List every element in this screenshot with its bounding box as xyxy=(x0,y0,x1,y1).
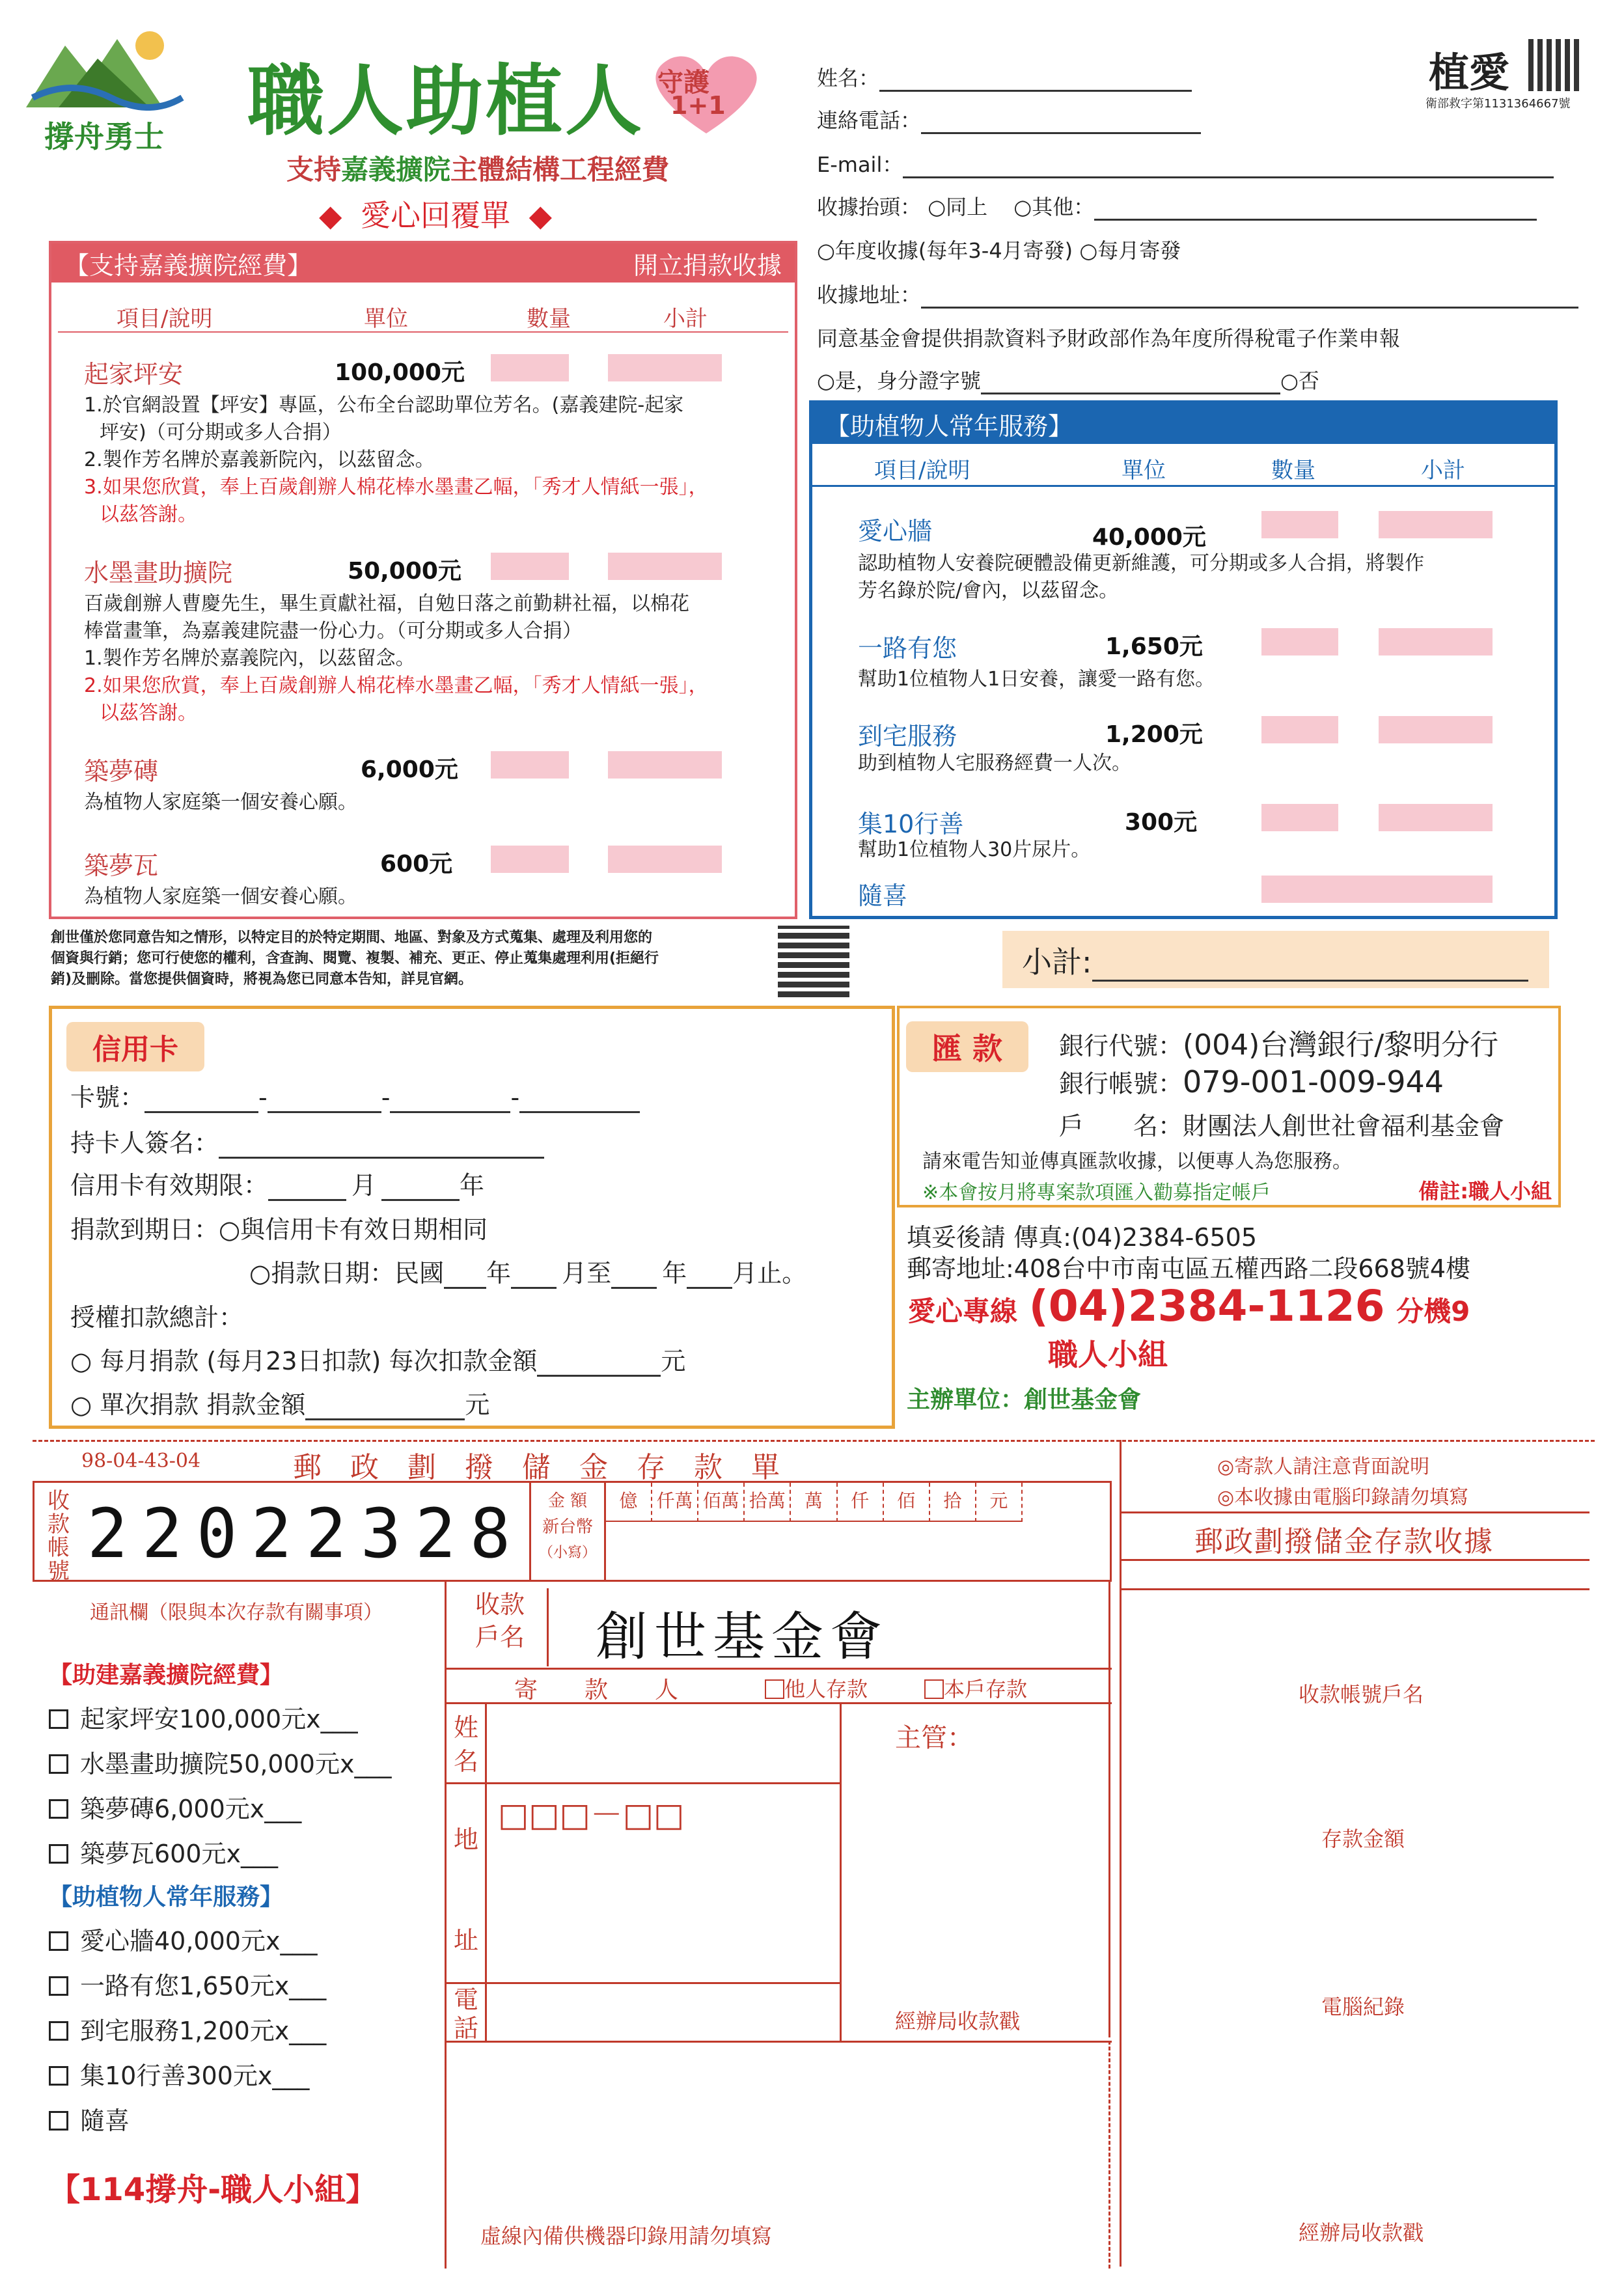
sender-phone-label: 電話 xyxy=(454,1985,479,2043)
campaign-label: 【114撐舟-職人小組】 xyxy=(49,2172,378,2208)
postal-account-label: 收款帳號 xyxy=(48,1488,70,1584)
credit-card-section xyxy=(49,1006,895,1429)
hotline: 愛心專線 (04)2384-1126 分機9 xyxy=(908,1281,1470,1331)
badge-heart: 守護 1+1 xyxy=(644,52,768,137)
name-field[interactable]: 姓名： xyxy=(817,62,1192,92)
digit-unit: 億 xyxy=(606,1483,652,1522)
receipt-same-radio[interactable]: ○同上 xyxy=(928,195,988,219)
email-field[interactable]: E-mail： xyxy=(817,148,1554,178)
comm-check-item[interactable]: 築夢磚6,000元x___ xyxy=(49,1789,391,1825)
checkbox-icon xyxy=(49,1754,68,1774)
comm-check-item[interactable]: 起家坪安100,000元x___ xyxy=(49,1699,391,1735)
reply-label: ◆ 愛心回覆單 ◆ xyxy=(319,198,553,233)
privacy-notice: 創世僅於您同意告知之情形，以特定目的於特定期間、地區、對象及方式蒐集、處理及利用您的 個資與行銷；您可行使您的權利，含查詢、閱覽、複製、補充、更正、停止蒐集處理利用(拒絕行 銷)及刪除。當您提供個資時，將視為您已同意本告知，詳見官網。 xyxy=(51,930,659,987)
remit-section xyxy=(897,1006,1561,1207)
monthly-field[interactable]: ○ 每月捐款 (每月23日扣款) 每次扣款金額 元 xyxy=(70,1347,686,1375)
remit-note: 請來電告知並傳真匯款收據，以便專人為您服務。 xyxy=(922,1150,1352,1173)
left-section-header: 【支持嘉義擴院經費】 開立捐款收據 xyxy=(51,243,795,283)
receipt-record: 電腦紀錄 xyxy=(1321,1994,1405,2019)
tax-consent-options[interactable] xyxy=(817,365,1319,394)
other-deposit-checkbox[interactable]: 他人存款 xyxy=(765,1673,868,1703)
brand: 植愛 xyxy=(1429,49,1510,96)
hotline-group: 職人小組 xyxy=(1048,1337,1168,1372)
single-field[interactable]: ○ 單次捐款 捐款金額 元 xyxy=(70,1390,490,1419)
machine-note: 虛線內備供機器印錄用請勿填寫 xyxy=(480,2224,773,2248)
qr-code-icon xyxy=(1528,39,1580,91)
checkbox-icon xyxy=(765,1679,784,1699)
comm-check-item[interactable]: 隨喜 xyxy=(49,2101,391,2136)
account-digit: 0 xyxy=(196,1494,238,1573)
account-digit: 3 xyxy=(360,1494,402,1573)
right-section-header: 【助植物人常年服務】 xyxy=(812,404,1554,444)
tax-consent: 同意基金會提供捐款資料予財政部作為年度所得稅電子作業申報 xyxy=(817,326,1401,351)
sender-address-label-2: 址 xyxy=(454,1926,479,1955)
account-digit: 2 xyxy=(87,1494,128,1573)
receipt-other-radio[interactable]: ○其他： xyxy=(1013,195,1095,219)
page-title: 職人助植人 xyxy=(247,56,645,146)
receipt-address-field[interactable]: 收據地址： xyxy=(817,279,1578,309)
amount-label: 金 額 新台幣 （小寫） xyxy=(529,1483,606,1580)
payee-label: 收款戶名 xyxy=(475,1590,525,1651)
due-date-label: 捐款到期日：○與信用卡有效日期相同 xyxy=(70,1215,488,1244)
receipt-amount: 存款金額 xyxy=(1321,1827,1405,1851)
bank-account: 銀行帳號：079-001-009-944 xyxy=(1059,1064,1444,1099)
receipt-account: 收款帳號戶名 xyxy=(1299,1682,1424,1707)
sender-address-label-1: 地 xyxy=(454,1825,479,1854)
account-digit: 2 xyxy=(141,1494,183,1573)
subtotal-input[interactable] xyxy=(1379,511,1493,538)
postal-title: 郵 政 劃 撥 儲 金 存 款 單 xyxy=(293,1451,780,1484)
organizer: 主辦單位：創世基金會 xyxy=(907,1386,1142,1413)
credit-card-tab: 信用卡 xyxy=(66,1022,204,1071)
supervisor-label: 主管： xyxy=(895,1723,973,1753)
zip-boxes[interactable]: □□□－□□ xyxy=(498,1796,685,1834)
postal-account-row xyxy=(33,1481,1112,1582)
checkbox-icon xyxy=(49,1976,68,1996)
comm-check-item[interactable]: 集10行善300元x___ xyxy=(49,2056,391,2091)
diamond-icon: ◆ xyxy=(529,198,553,233)
qty-input[interactable] xyxy=(1261,511,1338,538)
subtotal-input[interactable] xyxy=(608,553,722,580)
remit-tab: 匯 款 xyxy=(906,1021,1028,1072)
checkbox-icon xyxy=(49,2066,68,2086)
office-stamp: 經辦局收款戳 xyxy=(895,2009,1021,2034)
postal-notice-1: ◎寄款人請注意背面說明 xyxy=(1217,1455,1430,1478)
amount-digit-grid[interactable] xyxy=(606,1483,1023,1580)
account-digit: 8 xyxy=(469,1494,511,1573)
qty-input[interactable] xyxy=(491,846,569,873)
expiry-field[interactable]: 信用卡有效期限： 月 年 xyxy=(70,1171,485,1200)
auth-label: 授權扣款總計： xyxy=(70,1303,244,1332)
receipt-title-field[interactable]: 收據抬頭： ○同上 ○其他： xyxy=(817,191,1537,221)
qty-input[interactable] xyxy=(1261,804,1338,831)
qty-input[interactable] xyxy=(491,354,569,381)
postal-form-no: 98-04-43-04 xyxy=(81,1450,201,1472)
logo-mountain-icon xyxy=(20,20,189,111)
sender-name-label: 姓名 xyxy=(454,1713,479,1776)
left-section: 【支持嘉義擴院經費】 開立捐款收據 項目/說明 單位 數量 小計 起家坪安 100,000元 1.於官網設置【坪安】專區，公布全台認助單位芳名。(嘉義建院-起家 坪安)（可分期或多人合捐） 2.製作芳名牌於嘉義新院內，以茲留念。 3.如果您欣賞，奉上百歲創辦人棉花棒水墨畫乙幅，「秀才人情紙一張」， 以茲答謝。 水墨畫助擴院 50,000元 百歲創辦人曹慶先生，畢生貢獻社福，自勉日落之前勤耕社福，以棉花 棒當畫筆，為嘉義建院盡一份心力。（可分期或多人合捐） 1.製作芳名牌於嘉義院內，以茲留念。 2.如果您欣賞，奉上百歲創辦人棉花棒水墨畫乙幅，「秀才人情紙一張」， 以茲答謝。 築夢磚 6,000元 為植物人家庭築一個安養心願。 築夢瓦 600元 為植物人家庭築一個安養心願。 xyxy=(49,241,797,919)
digit-unit: 佰萬 xyxy=(698,1483,745,1522)
qty-input[interactable] xyxy=(1261,628,1338,655)
subtotal-field[interactable]: 小計: xyxy=(1002,931,1549,988)
digit-unit: 元 xyxy=(976,1483,1023,1522)
consent-no-radio[interactable]: ○否 xyxy=(1280,368,1319,393)
comm-check-item[interactable]: 築夢瓦600元x___ xyxy=(49,1834,391,1869)
checkbox-icon xyxy=(49,1799,68,1819)
digit-unit: 拾 xyxy=(930,1483,976,1522)
digit-unit: 佰 xyxy=(884,1483,930,1522)
comm-list: 【助建嘉義擴院經費】 起家坪安100,000元x___ 水墨畫助擴院50,000元x___ 築夢磚6,000元x___ 築夢瓦600元x___ 【助植物人常年服務】 愛心牆40,000元x___ 一路有您1,650元x___ 到宅服務1,200元x___ 集10行善300元x___ 隨喜 xyxy=(49,1662,392,2135)
left-col-headers: 項目/說明 單位 數量 小計 xyxy=(117,306,708,332)
sender-label: 寄 款 人 xyxy=(514,1677,679,1704)
due-same-radio[interactable]: ○與信用卡有效日期相同 xyxy=(219,1215,488,1244)
digit-unit: 萬 xyxy=(791,1483,837,1522)
subtotal-input[interactable] xyxy=(608,751,722,779)
bank-code: 銀行代號：(004)台灣銀行/黎明分行 xyxy=(1059,1028,1499,1062)
payee-name: 創世基金會 xyxy=(596,1607,888,1667)
checkbox-icon xyxy=(49,1844,68,1864)
comm-check-item[interactable]: 愛心牆40,000元x___ xyxy=(49,1921,391,1957)
subtotal-input[interactable] xyxy=(608,846,722,873)
subtitle: 支持嘉義擴院主體結構工程經費 xyxy=(286,154,670,186)
comm-check-item[interactable]: 到宅服務1,200元x___ xyxy=(49,2011,391,2047)
subtotal-input[interactable] xyxy=(1261,876,1493,903)
consent-yes-radio[interactable]: ○是，身分證字號 xyxy=(817,368,981,393)
due-custom-field[interactable]: ○捐款日期：民國 年 月至 年 月止。 xyxy=(249,1259,807,1288)
logo xyxy=(20,20,189,154)
receipt-stamp: 經辦局收款戳 xyxy=(1299,2220,1424,2245)
checkbox-icon xyxy=(49,2021,68,2041)
sender-name-field[interactable] xyxy=(487,1704,838,1782)
remit-note-3: 備註:職人小組 xyxy=(1418,1179,1552,1204)
remit-note-2: ※本會按月將專案款項匯入勸募指定帳戶 xyxy=(922,1181,1271,1204)
subtotal-input[interactable] xyxy=(608,354,722,381)
account-digit: 2 xyxy=(251,1494,292,1573)
checkbox-icon xyxy=(924,1679,944,1699)
comm-check-item[interactable]: 一路有您1,650元x___ xyxy=(49,1966,391,2002)
permit-number: 衛部救字第1131364667號 xyxy=(1425,97,1571,111)
receipt-frequency[interactable]: ○年度收據(每年3-4月寄發) ○每月寄發 xyxy=(817,238,1181,263)
checkbox-icon xyxy=(49,1931,68,1951)
postal-account-digits xyxy=(80,1488,517,1579)
subtotal-input[interactable] xyxy=(1379,628,1493,655)
subtotal-input[interactable] xyxy=(1379,716,1493,743)
qty-input[interactable] xyxy=(1261,716,1338,743)
phone-field[interactable]: 連絡電話： xyxy=(817,104,1201,134)
logo-text: 撐舟勇士 xyxy=(44,119,164,154)
comm-label: 通訊欄（限與本次存款有關事項） xyxy=(90,1601,383,1624)
mail-info: 郵寄地址:408台中市南屯區五權西路二段668號4樓 xyxy=(907,1254,1471,1283)
diamond-icon: ◆ xyxy=(319,198,342,233)
account-digit: 2 xyxy=(415,1494,456,1573)
subtotal-input[interactable] xyxy=(1379,804,1493,831)
right-col-headers: 項目/說明 單位 數量 小計 xyxy=(874,458,1465,484)
checkbox-icon xyxy=(49,2111,68,2131)
postal-notice-2: ◎本收據由電腦印錄請勿填寫 xyxy=(1217,1486,1469,1509)
digit-unit: 拾萬 xyxy=(745,1483,791,1522)
qty-input[interactable] xyxy=(491,553,569,580)
own-deposit-checkbox[interactable]: 本戶存款 xyxy=(924,1673,1027,1703)
comm-check-item[interactable]: 水墨畫助擴院50,000元x___ xyxy=(49,1744,391,1780)
receipt-title: 郵政劃撥儲金存款收據 xyxy=(1194,1525,1494,1558)
account-holder: 戶 名：財團法人創世社會福利基金會 xyxy=(1059,1112,1505,1140)
privacy-qr-icon xyxy=(778,926,849,997)
digit-unit: 仟 xyxy=(838,1483,884,1522)
digit-unit: 仟萬 xyxy=(652,1483,698,1522)
checkbox-icon xyxy=(49,1709,68,1729)
account-digit: 2 xyxy=(305,1494,347,1573)
cardholder-field[interactable]: 持卡人簽名： xyxy=(70,1123,544,1159)
right-section: 【助植物人常年服務】 項目/說明 單位 數量 小計 愛心牆 40,000元 認助植物人安養院硬體設備更新維護，可分期或多人合捐，將製作 芳名錄於院/會內，以茲留念。 一路有您 1,650元 幫助1位植物人1日安養，讓愛一路有您。 到宅服務 1,200元 助到植物人宅服務經費一人次。 集10行善 300元 幫助1位植物人30片尿片。 隨喜 xyxy=(809,400,1558,919)
fax-info: 填妥後請 傳真:(04)2384-6505 xyxy=(907,1223,1258,1252)
card-number-field[interactable]: 卡號： - - - xyxy=(70,1077,640,1113)
qty-input[interactable] xyxy=(491,751,569,779)
